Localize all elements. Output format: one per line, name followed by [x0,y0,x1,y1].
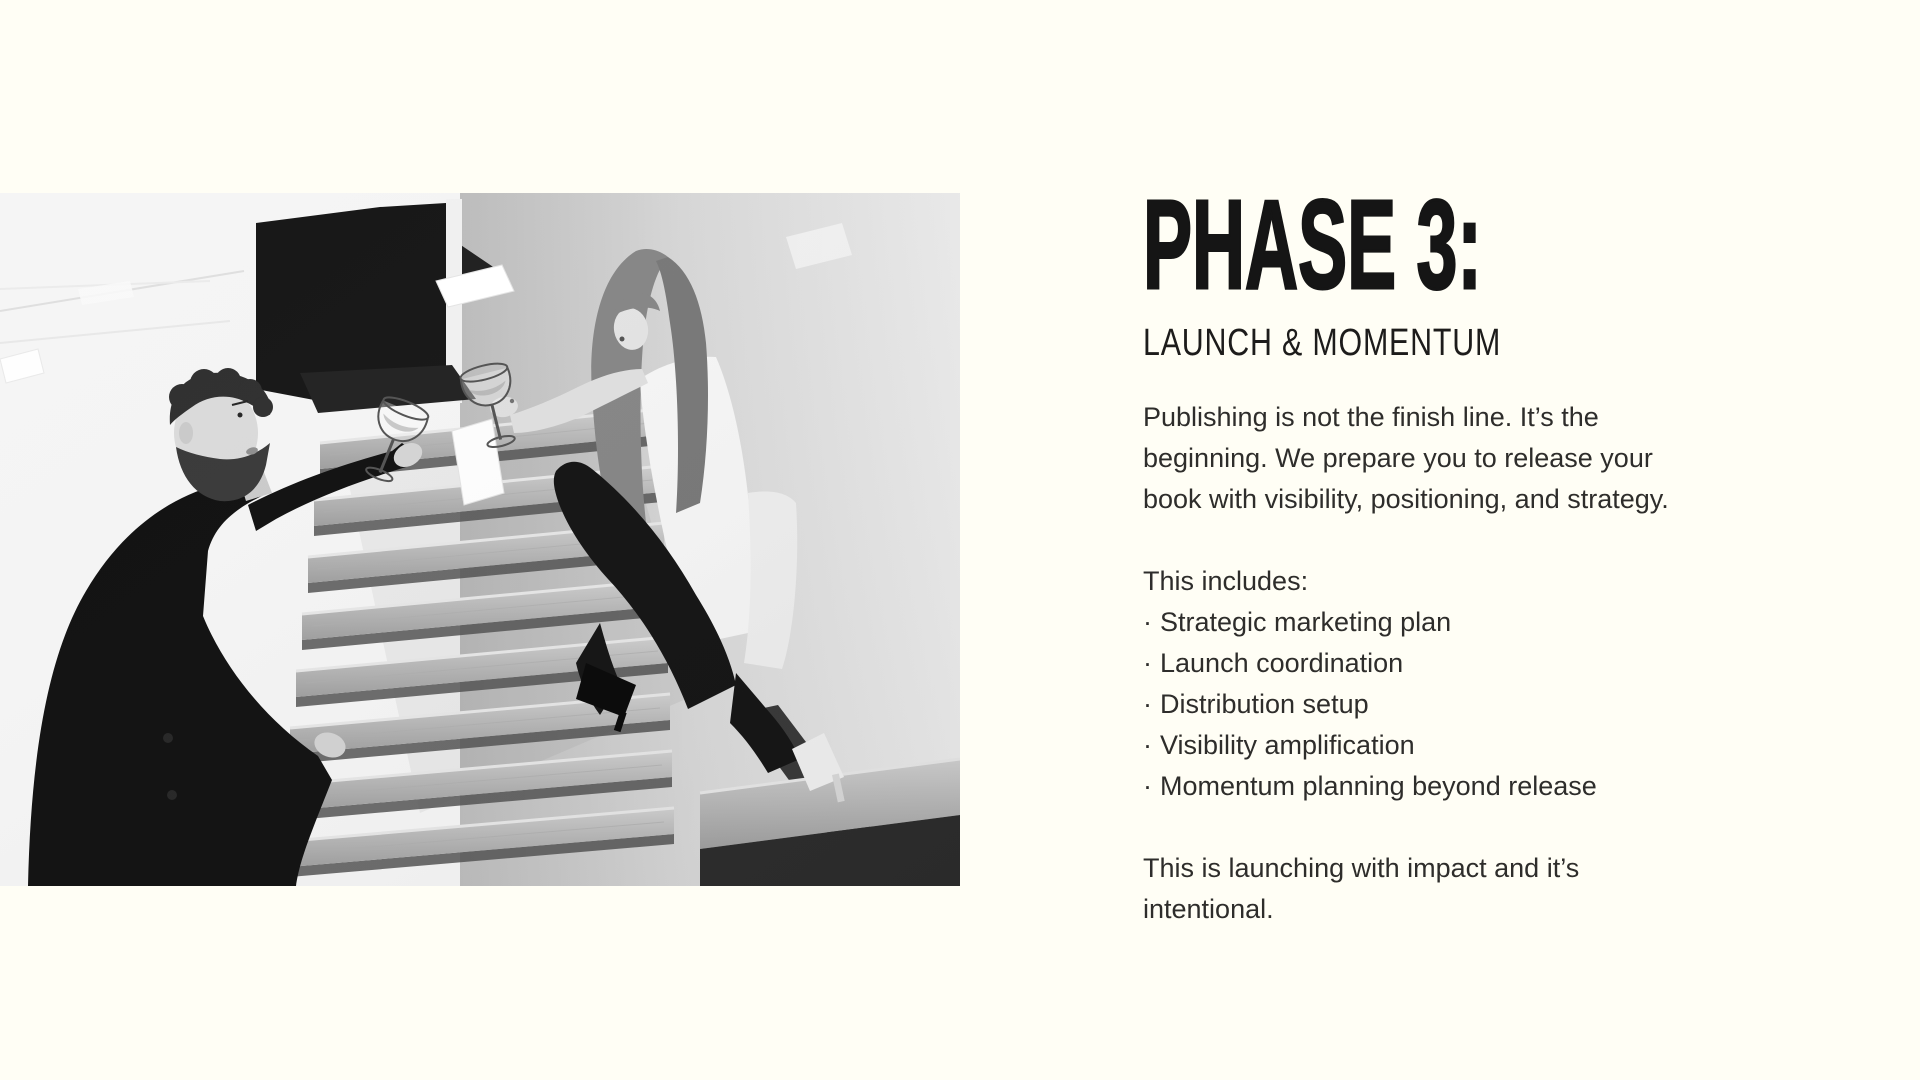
bullet-glyph: · [1143,648,1152,678]
includes-item-label: Momentum planning beyond release [1160,771,1597,801]
bullet-glyph: · [1143,689,1152,719]
bullet-glyph: · [1143,771,1152,801]
includes-item-label: Visibility amplification [1160,730,1415,760]
includes-item-label: Launch coordination [1160,648,1404,678]
bullet-glyph: · [1143,730,1152,760]
phase-title: PHASE 3: [1143,174,1482,315]
couple-toast-photo-illustration [0,193,960,886]
closing-paragraph-line-1: This is launching with impact and it’s [1143,853,1580,883]
intro-paragraph [1143,397,1669,520]
closing-paragraph-line-2: intentional. [1143,894,1274,924]
includes-item-5 [1143,766,1669,807]
includes-item-1 [1143,602,1669,643]
includes-item-label: Strategic marketing plan [1160,607,1452,637]
intro-paragraph-line-1: Publishing is not the finish line. It’s the [1143,402,1599,432]
intro-paragraph-line-2: beginning. We prepare you to release your [1143,443,1653,473]
includes-item-2 [1143,643,1669,684]
closing-paragraph [1143,848,1669,930]
includes-item-label: Distribution setup [1160,689,1369,719]
includes-item-3 [1143,684,1669,725]
slide-body-text [1143,397,1669,930]
includes-heading: This includes: [1143,566,1309,596]
bullet-glyph: · [1143,607,1152,637]
slide-photo [0,193,960,886]
includes-item-4 [1143,725,1669,766]
includes-list [1143,561,1669,807]
phase-subtitle: LAUNCH & MOMENTUM [1143,322,1502,364]
intro-paragraph-line-3: book with visibility, positioning, and strategy. [1143,484,1669,514]
